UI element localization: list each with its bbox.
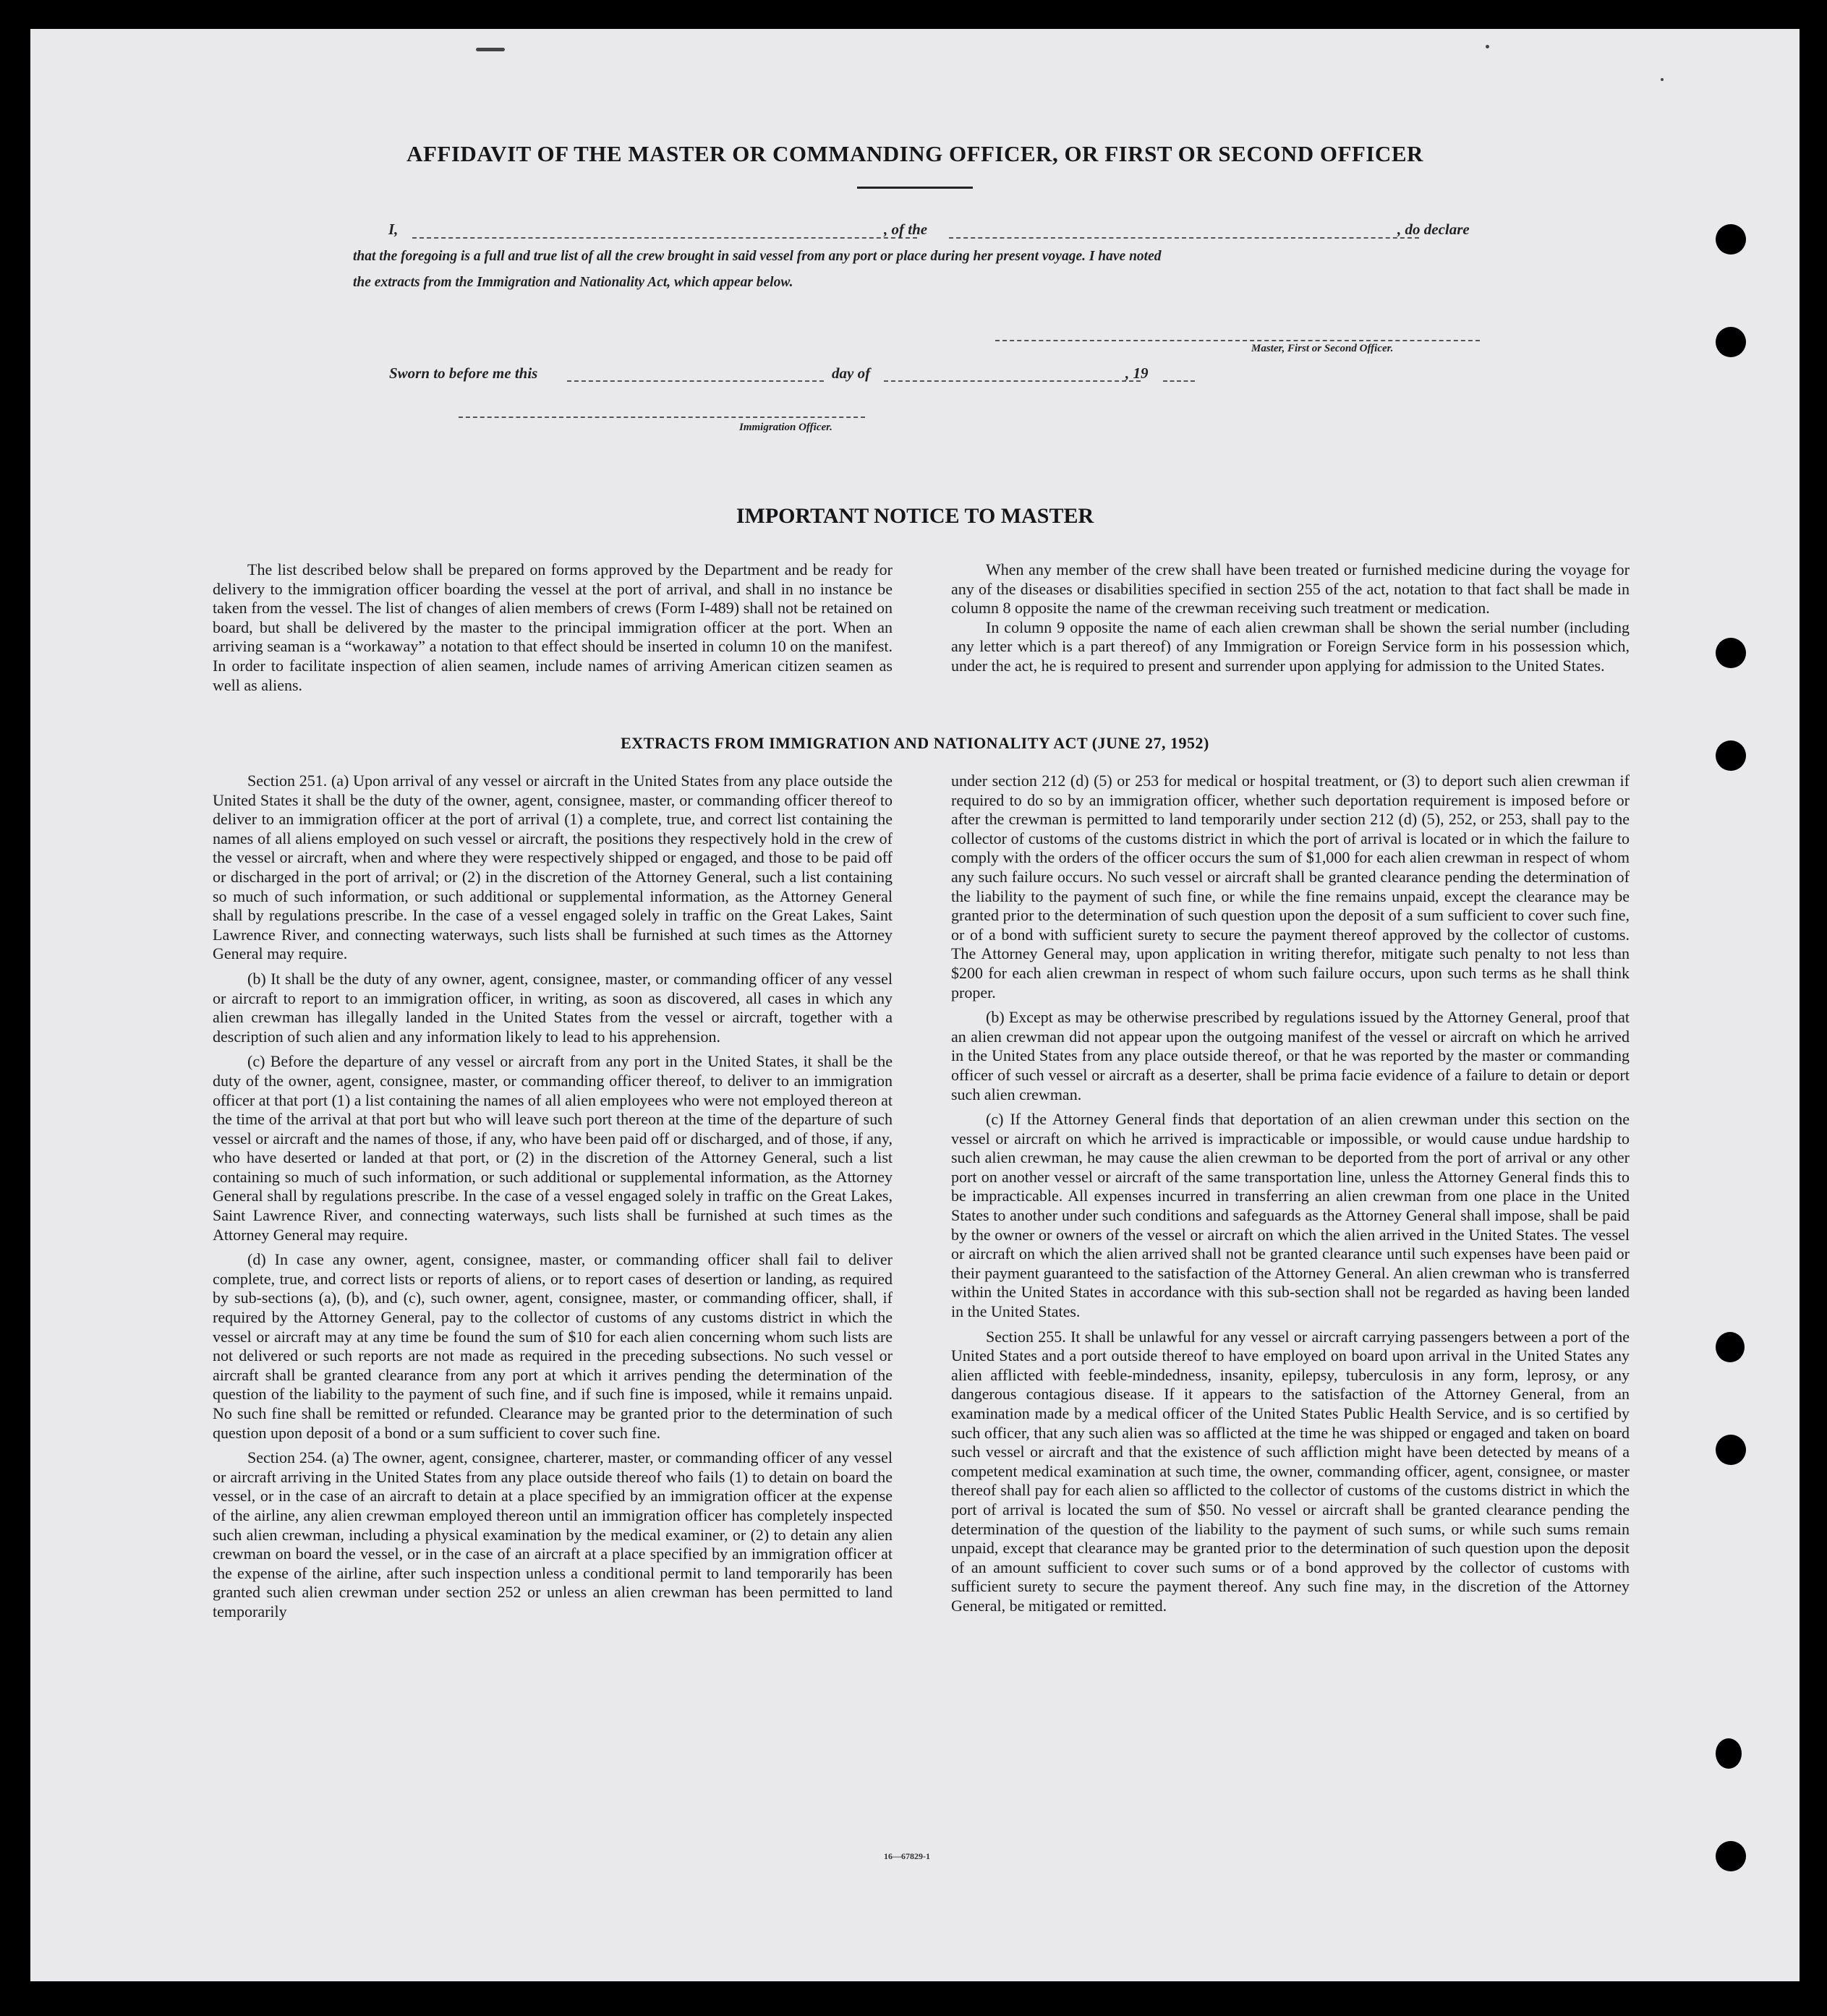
- section-254b-paragraph: (b) Except as may be otherwise prescribed by regulations issued by the Attorney General, proof that an alien crewman did not appear upon the outgoing manifest of the vessel or aircraft on which he arrived in the United States from any place outside thereof, or that he was reported by the master or commanding officer of such vessel or aircraft as a deserter, shall be prima facie evidence of a failure to detain or deport such alien crewman.: [951, 1008, 1630, 1103]
- scan-mark: [1486, 45, 1489, 48]
- master-signature-field[interactable]: [995, 340, 1480, 341]
- section-251b-paragraph: (b) It shall be the duty of any owner, agent, consignee, master, or commanding officer of any vessel or aircraft to report to an immigration officer, in writing, as soon as discovered, all cases in which any alien crewman has illegally landed in the United States from the vessel or aircraft, together with a description of such alien and any information likely to lead to his apprehension.: [213, 969, 893, 1046]
- extracts-left-column: [213, 772, 893, 1622]
- extracts-title: EXTRACTS FROM IMMIGRATION AND NATIONALITY ACT (JUNE 27, 1952): [621, 734, 1209, 752]
- section-251a-paragraph: Section 251. (a) Upon arrival of any vessel or aircraft in the United States from any place outside the United States it shall be the duty of the owner, agent, consignee, master, or commanding officer thereof to deliver to an immigration officer at the port of arrival (1) a complete, true, and correct list containing the names of all aliens employed on such vessel or aircraft, the positions they respectively hold in the crew of the vessel or aircraft, when and where they were respectively shipped or engaged, and those to be paid off or discharged in the port of arrival; or (2) in the discretion of the Attorney General, such a list containing so much of such information, or such additional or supplemental information, as the Attorney General shall by regulations prescribe. In the case of a vessel engaged solely in traffic on the Great Lakes, Saint Lawrence River, and connecting waterways, such lists shall be furnished at such times as the Attorney General may require.: [213, 772, 893, 963]
- notice-left-paragraph: The list described below shall be prepared on forms approved by the Department and be ready for delivery to the immigration officer boarding the vessel at the port of arrival, and shall in no instance be taken from the vessel. The list of changes of alien members of crews (Form I-489) shall not be retained on board, but shall be delivered by the master to the principal immigration officer at the port. When an arriving seaman is a “workaway” a notation to that effect should be inserted in column 10 on the manifest. In order to facilitate inspection of alien seamen, include names of arriving American citizen seamen as well as aliens.: [213, 560, 893, 694]
- declarant-name-field[interactable]: [412, 237, 917, 239]
- declaration-line-1: that the foregoing is a full and true list of all the crew brought in said vessel from any port or place during her present voyage. I have noted: [353, 249, 1162, 264]
- document-page: [30, 29, 1800, 1981]
- title-underline: [857, 187, 973, 189]
- immigration-officer-signature-field[interactable]: [459, 417, 865, 418]
- sworn-month-field[interactable]: [884, 380, 1141, 382]
- year-label: , 19: [1125, 364, 1149, 382]
- master-signature-label: Master, First or Second Officer.: [1251, 343, 1394, 354]
- sworn-label: Sworn to before me this: [389, 364, 538, 382]
- sworn-day-field[interactable]: [567, 380, 824, 382]
- notice-right-column: [951, 560, 1630, 676]
- extracts-right-column: [951, 772, 1630, 1616]
- notice-left-column: [213, 560, 893, 695]
- form-code: 16—67829-1: [884, 1851, 930, 1861]
- binder-hole: [1716, 327, 1746, 357]
- binder-hole: [1716, 1332, 1745, 1362]
- notice-right-paragraph-1: When any member of the crew shall have been treated or furnished medicine during the voyage for any of the diseases or disabilities specified in section 255 of the act, notation to that fact shall be made in column 8 opposite the name of the crewman receiving such treatment or medication.: [951, 560, 1630, 618]
- scan-mark: [476, 48, 505, 51]
- binder-hole: [1716, 638, 1746, 668]
- do-declare-label: , do declare: [1397, 221, 1470, 238]
- sworn-year-field[interactable]: [1163, 380, 1195, 382]
- vessel-name-field[interactable]: [949, 237, 1419, 239]
- binder-hole: [1716, 740, 1746, 771]
- binder-hole: [1716, 224, 1746, 255]
- affidavit-title: AFFIDAVIT OF THE MASTER OR COMMANDING OFFICER, OR FIRST OR SECOND OFFICER: [406, 141, 1423, 166]
- notice-right-paragraph-2: In column 9 opposite the name of each alien crewman shall be shown the serial number (including any letter which is a part thereof) of any Immigration or Foreign Service form in his possession which, under the act, he is required to present and surrender upon applying for admission to the United States.: [951, 618, 1630, 675]
- binder-hole: [1716, 1435, 1746, 1465]
- section-251c-paragraph: (c) Before the departure of any vessel or aircraft from any port in the United States, it shall be the duty of the owner, agent, consignee, master, or commanding officer thereof, to deliver to an immigration officer at that port (1) a list containing the names of all alien employees who were not employed thereon at the time of the arrival at that port but who will leave such port thereon at the time of the departure of such vessel or aircraft and the names of those, if any, who have been paid off or discharged, and of those, if any, who have deserted or landed at that port, or (2) in the discretion of the Attorney General, such a list containing so much of such information, or such additional or supplemental information, as the Attorney General shall by regulations prescribe. In the case of a vessel engaged solely in traffic on the Great Lakes, Saint Lawrence River, and connecting waterways, such lists shall be furnished at such times as the Attorney General may require.: [213, 1052, 893, 1244]
- binder-hole: [1716, 1738, 1742, 1769]
- of-the-label: , of the: [884, 221, 928, 238]
- section-255-paragraph: Section 255. It shall be unlawful for any vessel or aircraft carrying passengers between a port of the United States and a port outside thereof to have employed on board upon arrival in the United States any alien afflicted with feeble-mindedness, insanity, epilepsy, tuberculosis in any form, leprosy, or any dangerous contagious disease. If it appears to the satisfaction of the Attorney General, from an examination made by a medical officer of the United States Public Health Service, and is so certified by such officer, that any such alien was so afflicted at the time he was shipped or engaged and taken on board such vessel or aircraft and that the existence of such affliction might have been detected by means of a competent medical examination at such time, the owner, commanding officer, agent, consignee, or master thereof shall pay for each alien so afflicted to the collector of customs of the customs district in which the port of arrival is located the sum of $50. No vessel or aircraft shall be granted clearance pending the determination of the question of the liability to the payment of such sums, or while such sums remain unpaid, except that clearance may be granted prior to the determination of such question upon the deposit of an amount sufficient to cover such sums or of a bond approved by the collector of customs with sufficient surety to secure the payment thereof. Any such fine may, in the discretion of the Attorney General, be mitigated or remitted.: [951, 1327, 1630, 1615]
- section-254c-paragraph: (c) If the Attorney General finds that deportation of an alien crewman under this section on the vessel or aircraft on which he arrived is impracticable or impossible, or would cause undue hardship to such alien crewman, he may cause the alien crewman to be deported from the port of arrival or any other port on another vessel or aircraft of the same transportation line, unless the Attorney General finds this to be impracticable. All expenses incurred in transferring an alien crewman from one place in the United States to another under such conditions and safeguards as the Attorney General shall impose, shall be paid by the owner or owners of the vessel or aircraft on which the alien arrived in the United States. The vessel or aircraft on which the alien arrived shall not be granted clearance until such expenses have been paid or their payment guaranteed to the satisfaction of the Attorney General. An alien crewman who is transferred within the United States in accordance with this sub-section shall not be regarded as having been landed in the United States.: [951, 1110, 1630, 1321]
- section-251d-paragraph: (d) In case any owner, agent, consignee, master, or commanding officer shall fail to deliver complete, true, and correct lists or reports of aliens, or to report cases of desertion or landing, as required by sub-sections (a), (b), and (c), such owner, agent, consignee, master, or commanding officer, shall, if required by the Attorney General, pay to the collector of customs of any customs district in which the vessel or aircraft may at any time be found the sum of $10 for each alien concerning whom such lists are not delivered or such reports are not made as required in the preceding subsections. No such vessel or aircraft shall be granted clearance from any port at which it arrives pending the determination of the question of the liability to the payment of such fine, and if such fine is imposed, while it remains unpaid. No such fine shall be remitted or refunded. Clearance may be granted prior to the determination of such question upon deposit of a bond or a sum sufficient to cover such fine.: [213, 1250, 893, 1442]
- immigration-officer-label: Immigration Officer.: [739, 422, 832, 433]
- notice-title: IMPORTANT NOTICE TO MASTER: [736, 504, 1094, 528]
- section-254a-continued-paragraph: under section 212 (d) (5) or 253 for medical or hospital treatment, or (3) to deport such alien crewman if required to do so by an immigration officer, whether such deportation requirement is imposed before or after the crewman is permitted to land temporarily under section 212 (d) (5), 252, or 253, shall pay to the collector of customs of the customs district in which the port of arrival is located or in which the failure to comply with the orders of the officer occurs the sum of $1,000 for each alien crewman in respect of whom any such failure occurs. No such vessel or aircraft shall be granted clearance pending the determination of the liability to the payment of such fine, or while the fine remains unpaid, except the clearance may be granted prior to the determination of such question upon the deposit of a sum sufficient to cover such fine, or of a bond with sufficient surety to secure the payment thereof approved by the collector of customs. The Attorney General may, upon application in writing therefor, mitigate such penalty to not less than $200 for each alien crewman in respect of whom such failure occurs, upon such terms as he shall think proper.: [951, 772, 1630, 1001]
- scan-mark: [1661, 78, 1664, 81]
- binder-hole: [1716, 1841, 1746, 1871]
- declaration-line-2: the extracts from the Immigration and Nationality Act, which appear below.: [353, 275, 793, 290]
- day-of-label: day of: [832, 364, 871, 382]
- section-254a-paragraph: Section 254. (a) The owner, agent, consignee, charterer, master, or commanding officer of any vessel or aircraft arriving in the United States from any place outside thereof who fails (1) to detain on board the vessel, or in the case of an aircraft to detain at a place specified by an immigration officer at the expense of the airline, any alien crewman employed thereon until an immigration officer has completely inspected such alien crewman, including a physical examination by the medical examiner, or (2) to detain any alien crewman on board the vessel, or in the case of an aircraft at a place specified by an immigration officer at the expense of the airline, after such inspection unless a conditional permit to land temporarily has been granted such alien crewman under section 252 or unless an alien crewman has been permitted to land temporarily: [213, 1448, 893, 1620]
- i-label: I,: [388, 221, 399, 238]
